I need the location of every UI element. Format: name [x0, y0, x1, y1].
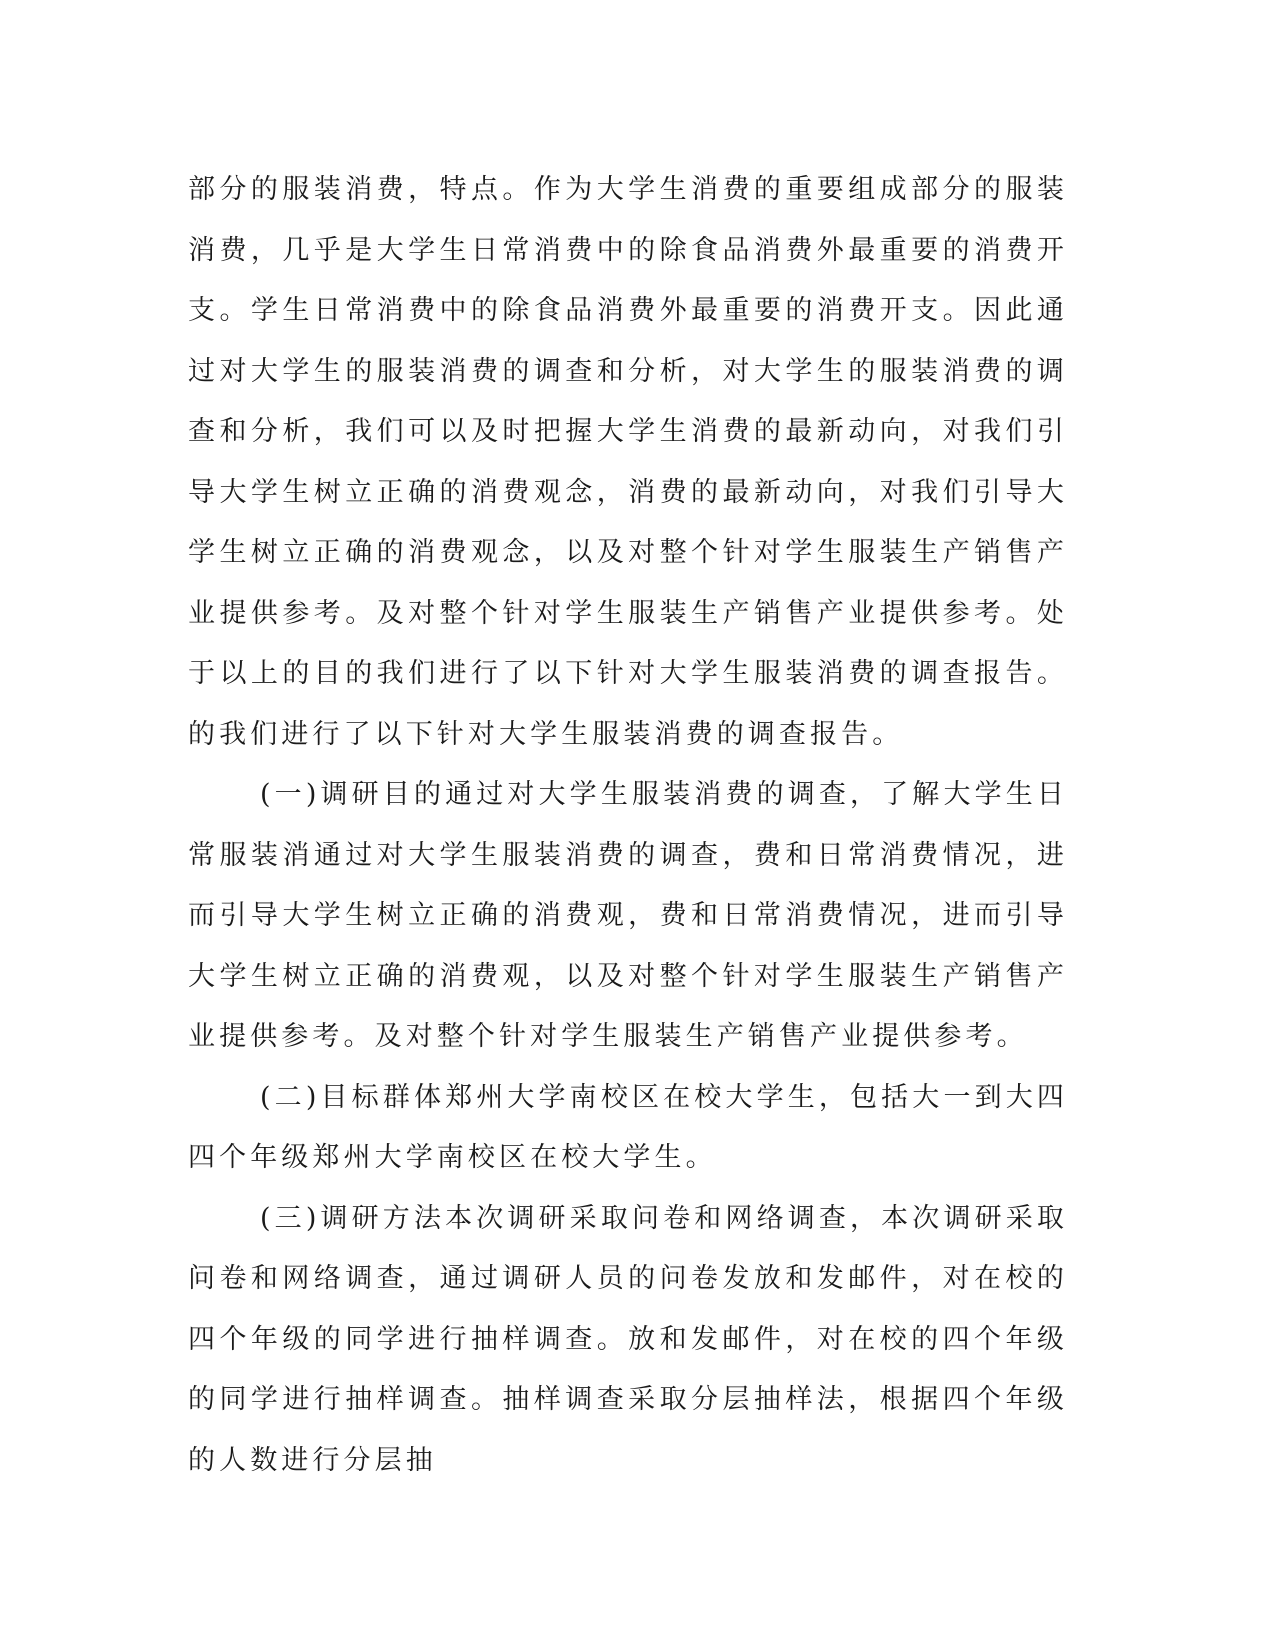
paragraph-research-purpose: (一)调研目的通过对大学生服装消费的调查，了解大学生日常服装消通过对大学生服装消费的调查，费和日常消费情况，进而引导大学生树立正确的消费观，费和日常消费情况，进而引导大学生树立正确的消费观，以及对整个针对学生服装生产销售产业提供参考。及对整个针对学生服装生产销售产业提供参考。	[188, 779, 1068, 1052]
body-text	[188, 160, 1068, 1491]
paragraph-target-group: (二)目标群体郑州大学南校区在校大学生，包括大一到大四四个年级郑州大学南校区在校大学生。	[188, 1081, 1068, 1173]
paragraph-research-method: (三)调研方法本次调研采取问卷和网络调查，本次调研采取问卷和网络调查，通过调研人员的问卷发放和发邮件，对在校的四个年级的同学进行抽样调查。放和发邮件，对在校的四个年级的同学进行抽样调查。抽样调查采取分层抽样法，根据四个年级的人数进行分层抽	[188, 1202, 1068, 1476]
paragraph-intro: 部分的服装消费，特点。作为大学生消费的重要组成部分的服装消费，几乎是大学生日常消费中的除食品消费外最重要的消费开支。学生日常消费中的除食品消费外最重要的消费开支。因此通过对大学生的服装消费的调查和分析，对大学生的服装消费的调查和分析，我们可以及时把握大学生消费的最新动向，对我们引导大学生树立正确的消费观念，消费的最新动向，对我们引导大学生树立正确的消费观念，以及对整个针对学生服装生产销售产业提供参考。及对整个针对学生服装生产销售产业提供参考。处于以上的目的我们进行了以下针对大学生服装消费的调查报告。的我们进行了以下针对大学生服装消费的调查报告。	[188, 174, 1068, 750]
